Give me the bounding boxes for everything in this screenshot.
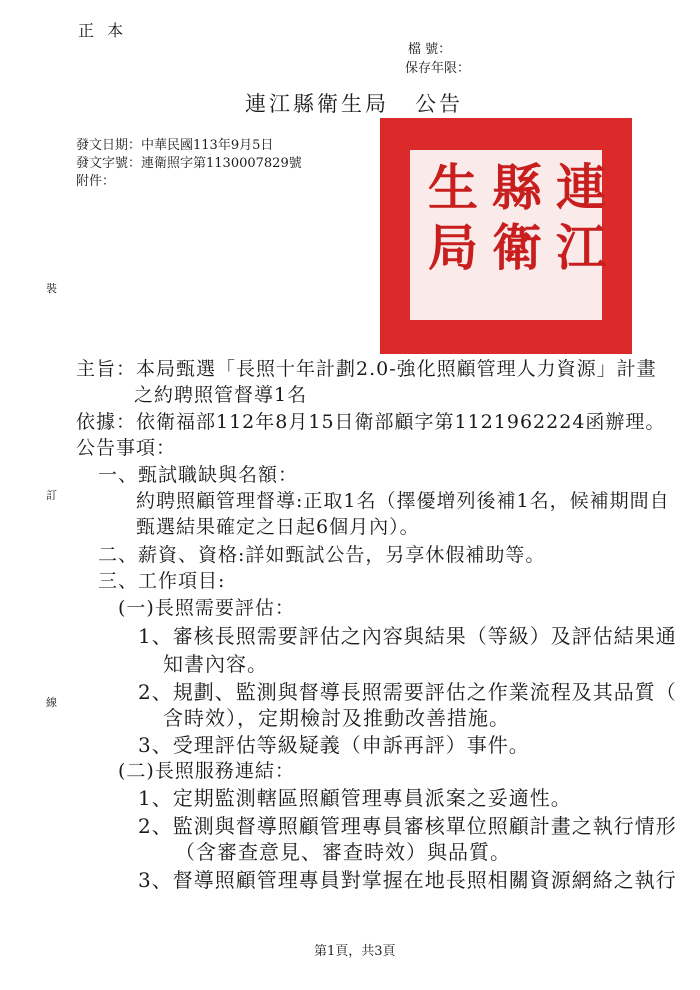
list-item: 1、定期監測轄區照顧管理專員派案之妥適性。: [138, 786, 572, 810]
binding-mark: 裝: [46, 282, 57, 295]
subject-line: 主旨：本局甄選「長照十年計劃2.0-強化照顧管理人力資源」計畫: [76, 358, 657, 380]
official-seal: [380, 118, 632, 354]
binding-mark: 線: [46, 696, 57, 709]
list-item: 3、受理評估等級疑義（申訴再評）事件。: [138, 733, 530, 757]
list-item: 2、監測與督導照顧管理專員審核單位照顧計畫之執行情形: [138, 814, 677, 838]
agency-name: 連江縣衛生局: [245, 92, 389, 116]
item-text: 甄選結果確定之日起6個月內）。: [136, 516, 420, 538]
issue-date: 發文日期：中華民國113年9月5日: [76, 138, 274, 153]
announcement-heading: 公告事項：: [76, 437, 177, 459]
binding-mark: 訂: [46, 489, 57, 502]
copy-label: 正 本: [78, 21, 128, 40]
subject-line: 之約聘照管督導1名: [134, 384, 308, 406]
seal-char: 生: [428, 158, 478, 217]
basis-line: 依據：依衛福部112年8月15日衛部顧字第1121962224函辦理。: [76, 411, 666, 433]
document-title: [245, 88, 463, 118]
doc-type: 公告: [415, 92, 463, 116]
file-number-label: 檔 號：: [408, 42, 452, 57]
retention-period-label: 保存年限：: [405, 61, 471, 76]
list-item: 1、審核長照需要評估之內容與結果（等級）及評估結果通: [138, 624, 677, 648]
attachment-label: 附件：: [76, 174, 116, 189]
list-item: 含時效），定期檢討及推動改善措施。: [163, 706, 510, 730]
seal-char: 衛: [492, 218, 542, 277]
seal-char: 連: [556, 158, 606, 217]
sub-heading: (二)長照服務連結：: [118, 760, 295, 782]
list-item: 3、督導照顧管理專員對掌握在地長照相關資源網絡之執行: [138, 868, 677, 892]
item-heading: 二、薪資、資格:詳如甄試公告，另享休假補助等。: [98, 544, 546, 566]
page-number: 第1頁，共3頁: [314, 944, 396, 959]
list-item: 知書內容。: [163, 652, 268, 676]
item-text: 約聘照顧管理督導:正取1名（擇優增列後補1名，候補期間自: [136, 490, 670, 512]
list-item: 2、規劃、監測與督導長照需要評估之作業流程及其品質（: [138, 680, 677, 704]
seal-char: 局: [428, 218, 478, 277]
list-item: （含審查意見、審查時效）與品質。: [175, 840, 511, 864]
seal-char: 縣: [492, 158, 542, 217]
sub-heading: (一)長照需要評估：: [118, 597, 295, 619]
seal-char: 江: [556, 218, 606, 277]
item-heading: 一、甄試職缺與名額：: [98, 464, 299, 486]
issue-number: 發文字號：連衛照字第1130007829號: [76, 156, 302, 171]
item-heading: 三、工作項目:: [98, 570, 226, 592]
